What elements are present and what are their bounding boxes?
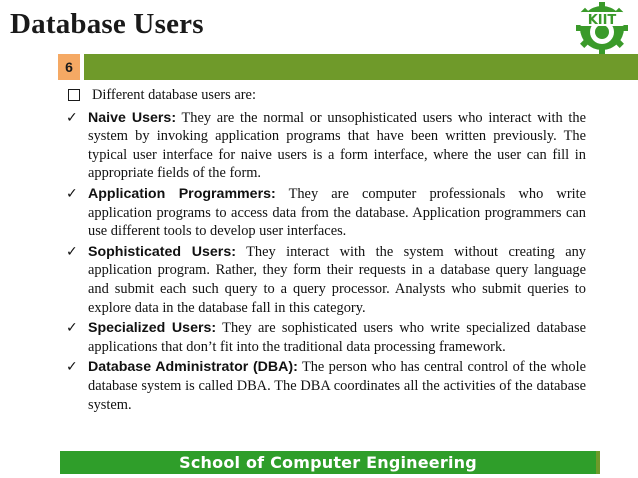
intro-line bbox=[66, 86, 586, 105]
item-term: Specialized Users: bbox=[88, 320, 217, 337]
item-term: Naive Users: bbox=[88, 109, 177, 126]
list-item bbox=[66, 358, 586, 414]
list-item bbox=[66, 243, 586, 317]
item-text: They interact with the system without creating any application program. Rather, they form their requests in a database query language and submit each such query to a query processor. Analysts who submit queries to explore data in the database fall in this category. bbox=[88, 243, 586, 316]
checkbox-icon bbox=[68, 89, 80, 101]
list-item bbox=[66, 319, 586, 356]
item-text: The person who has central control of the whole database system is called DBA. The DBA coordinates all the activities of the database system. bbox=[88, 359, 587, 413]
item-term: Database Administrator (DBA): bbox=[88, 359, 298, 376]
logo-text: KIIT bbox=[587, 13, 617, 28]
checkmark-icon: ✓ bbox=[66, 359, 78, 376]
item-term: Application Programmers: bbox=[88, 185, 276, 202]
footer-band bbox=[60, 451, 596, 474]
footer-text: School of Computer Engineering bbox=[179, 453, 477, 472]
checkmark-icon: ✓ bbox=[66, 320, 78, 337]
list-item bbox=[66, 185, 586, 241]
slide-body bbox=[66, 86, 586, 414]
item-text: They are the normal or unsophisticated users who interact with the system by invoking application programs that have been written previously. The typical user interface for naive users is a form interface, where the user can fill in appropriate fields of the form. bbox=[88, 109, 586, 182]
header-band bbox=[84, 54, 638, 80]
footer-edge bbox=[596, 451, 600, 474]
intro-text: Different database users are: bbox=[92, 87, 256, 103]
item-text: They are computer professionals who write application programs to access data from the database. Application programmers can use different tools to develop user interfaces. bbox=[88, 185, 586, 240]
slide-title: Database Users bbox=[10, 8, 204, 40]
page-number: 6 bbox=[65, 59, 73, 75]
list-item bbox=[66, 109, 586, 183]
checkmark-icon: ✓ bbox=[66, 109, 78, 126]
kiit-logo bbox=[570, 2, 634, 54]
item-term: Sophisticated Users: bbox=[88, 243, 236, 260]
checkmark-icon: ✓ bbox=[66, 185, 78, 202]
checkmark-icon: ✓ bbox=[66, 243, 78, 260]
item-text: They are sophisticated users who write specialized database applications that don’t fit into the traditional data processing framework. bbox=[88, 320, 586, 355]
